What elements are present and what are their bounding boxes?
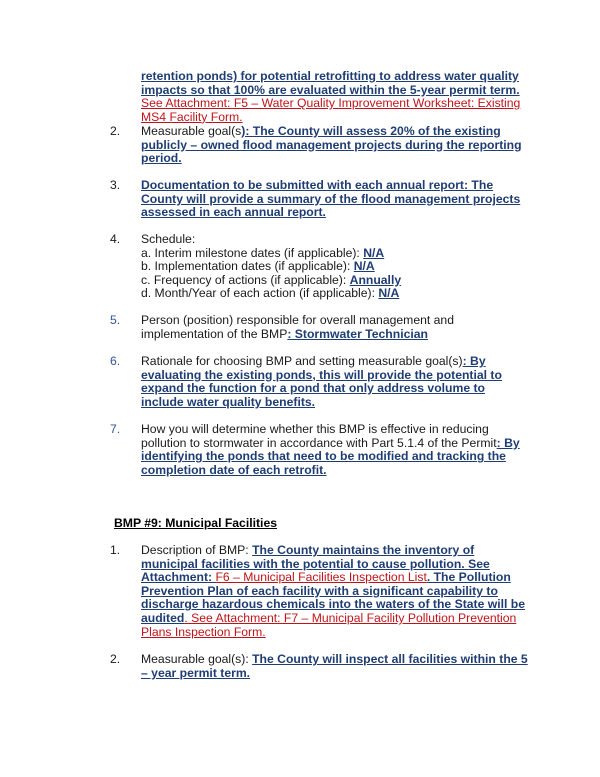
bmp9-item-1-description [141,544,531,639]
item-2-lead: Measurable goal(s [141,124,242,138]
item-6-rationale [141,355,531,409]
bmp9-item-1-number: 1. [110,543,121,557]
schedule-implementation: b. Implementation dates (if applicable): N/A [141,259,375,274]
item-3-number: 3. [110,178,121,192]
schedule-month-year: d. Month/Year of each action (if applicable): N/A [141,286,400,301]
bmp9-item-1-bold-2: . The Pollution Prevention Plan of each facility with a significant capability to discharge hazardous chemicals into the waters of the State will be audited [141,570,526,625]
schedule-interim: a. Interim milestone dates (if applicable): N/A [141,245,385,260]
item-7-effectiveness [141,423,531,477]
item-7-lead: How you will determine whether this BMP is effective in reducing pollution to stormwater in accordance with Part 5.1.4 of the Permit [141,422,497,450]
item-6-value: : By evaluating the existing ponds, this will provide the potential to expand the function for a pond that only address volume to include water quality benefits. [141,354,502,409]
item-2-number: 2. [110,124,121,138]
item-7-value: : By identifying the ponds that need to be modified and tracking the completion date of each retrofit. [141,435,520,477]
bmp9-item-2-goal-text: The County will inspect all facilities within the 5 – year permit term. [141,652,528,680]
bmp9-item-1-bold-1: The County maintains the inventory of municipal facilities with the potential to cause pollution. See Attachment: [141,543,490,585]
item-7-number: 7. [110,422,121,436]
item-2-measurable-goal [141,125,531,166]
bmp9-item-2-lead: Measurable goal(s): [141,652,253,666]
item-1-continuation [141,70,531,124]
item-2-goal-text: ): The County will assess 20% of the existing publicly – owned flood management projects during the reporting period. [141,124,522,166]
bmp9-item-1-lead: Description of BMP: [141,543,253,557]
item-4-number: 4. [110,232,121,246]
bmp9-item-2-measurable-goal [141,653,531,680]
schedule-label: Schedule: [141,232,196,246]
item-3-documentation [141,179,531,220]
schedule-frequency: c. Frequency of actions (if applicable): Annually [141,272,402,287]
retention-ponds-text: retention ponds) for potential retrofitting to address water quality impacts so that 100% are evaluated within the 5-year permit term. [141,69,520,97]
attachment-f7-link[interactable]: . See Attachment: F7 – Municipal Facility Pollution Prevention Plans Inspection Form. [141,610,517,639]
item-3-documentation-text: Documentation to be submitted with each annual report: The County will provide a summary of the flood management projects assessed in each annual report. [141,178,521,220]
bmp9-item-2-number: 2. [110,652,121,666]
attachment-f5-link[interactable]: See Attachment: F5 – Water Quality Improvement Worksheet: Existing MS4 Facility Form. [141,96,521,124]
section-heading-bmp9: BMP #9: Municipal Facilities [114,516,277,530]
item-5-responsible-person [141,314,531,341]
item-5-value: : Stormwater Technician [287,326,428,341]
item-6-number: 6. [110,354,121,368]
attachment-f6-link[interactable]: F6 – Municipal Facilities Inspection List [215,570,427,585]
item-4-schedule [141,233,531,301]
item-6-lead: Rationale for choosing BMP and setting measurable goal(s) [141,354,463,368]
item-5-number: 5. [110,313,121,327]
item-5-lead: Person (position) responsible for overall management and implementation of the BMP [141,313,454,341]
